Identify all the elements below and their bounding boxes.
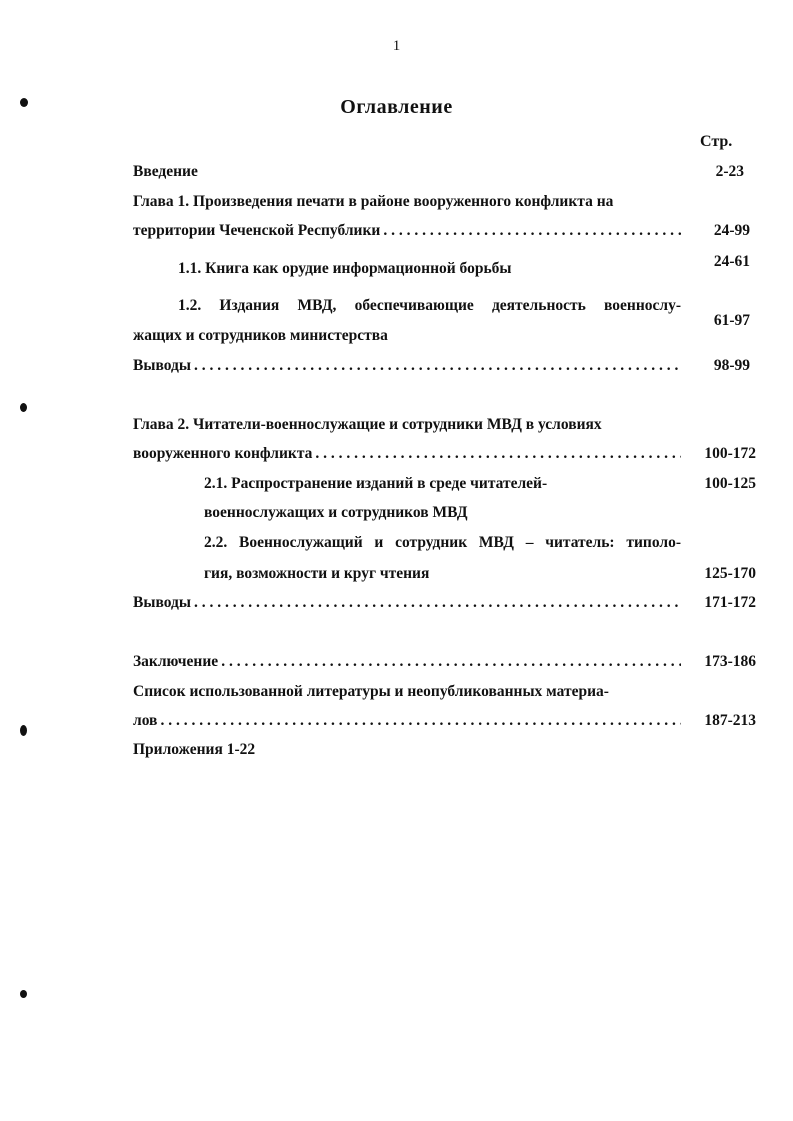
toc-intro-label: Введение xyxy=(133,163,198,180)
toc-section-2-1-line1: 2.1. Распространение изданий в среде читателей- xyxy=(204,475,548,492)
scan-hole-mark xyxy=(20,990,27,998)
page-number: 1 xyxy=(392,38,401,54)
toc-section-1-2-line1: 1.2. Издания МВД, обеспечивающие деятельность военнослу- xyxy=(178,297,681,314)
toc-bibliography-line1: Список использованной литературы и неопубликованных материа- xyxy=(133,683,609,700)
dot-leader xyxy=(160,712,681,730)
toc-bibliography-line2-text: лов xyxy=(133,712,158,729)
toc-section-1-1-pages: 24-61 xyxy=(713,253,750,270)
toc-chapter1-line2 xyxy=(133,222,681,240)
toc-section-2-2-line2: гия, возможности и круг чтения xyxy=(204,565,430,582)
toc-chapter1-line2-text: территории Чеченской Республики xyxy=(133,222,381,239)
toc-section-2-1-pages: 100-125 xyxy=(704,475,756,492)
toc-appendices: Приложения 1-22 xyxy=(133,741,256,758)
toc-intro-pages: 2-23 xyxy=(715,163,744,180)
page-title: Оглавление xyxy=(340,96,453,118)
toc-section-2-2-pages: 125-170 xyxy=(704,565,756,582)
toc-chapter2-line2-text: вооруженного конфликта xyxy=(133,445,313,462)
toc-chapter1-line1: Глава 1. Произведения печати в районе вооруженного конфликта на xyxy=(133,193,614,210)
toc-conclusion xyxy=(133,653,681,671)
toc-section-1-2-line2: жащих и сотрудников министерства xyxy=(133,327,388,344)
dot-leader xyxy=(383,222,681,240)
pages-column-header: Стр. xyxy=(700,133,733,150)
toc-bibliography-pages: 187-213 xyxy=(704,712,756,729)
toc-section-2-2-line1: 2.2. Военнослужащий и сотрудник МВД – читатель: типоло- xyxy=(204,534,681,551)
toc-section-1-2-pages: 61-97 xyxy=(713,312,750,329)
toc-chapter1-pages: 24-99 xyxy=(713,222,750,239)
dot-leader xyxy=(194,357,681,375)
toc-section-2-1-line2: военнослужащих и сотрудников МВД xyxy=(204,504,468,521)
dot-leader xyxy=(194,594,681,612)
scan-hole-mark xyxy=(20,403,27,412)
toc-conclusions-2-pages: 171-172 xyxy=(704,594,756,611)
scan-hole-mark xyxy=(20,725,27,736)
toc-bibliography-line2 xyxy=(133,712,681,730)
toc-conclusions-1 xyxy=(133,357,681,375)
toc-conclusion-pages: 173-186 xyxy=(704,653,756,670)
scan-hole-mark xyxy=(20,98,28,107)
dot-leader xyxy=(315,445,681,463)
dot-leader xyxy=(221,653,681,671)
toc-conclusions-1-text: Выводы xyxy=(133,357,191,374)
toc-chapter2-line1: Глава 2. Читатели-военнослужащие и сотрудники МВД в условиях xyxy=(133,416,602,433)
toc-conclusions-2 xyxy=(133,594,681,612)
toc-conclusion-text: Заключение xyxy=(133,653,219,670)
toc-section-1-1-label: 1.1. Книга как орудие информационной борьбы xyxy=(178,260,512,277)
toc-chapter2-pages: 100-172 xyxy=(704,445,756,462)
toc-conclusions-2-text: Выводы xyxy=(133,594,191,611)
toc-chapter2-line2 xyxy=(133,445,681,463)
toc-conclusions-1-pages: 98-99 xyxy=(713,357,750,374)
